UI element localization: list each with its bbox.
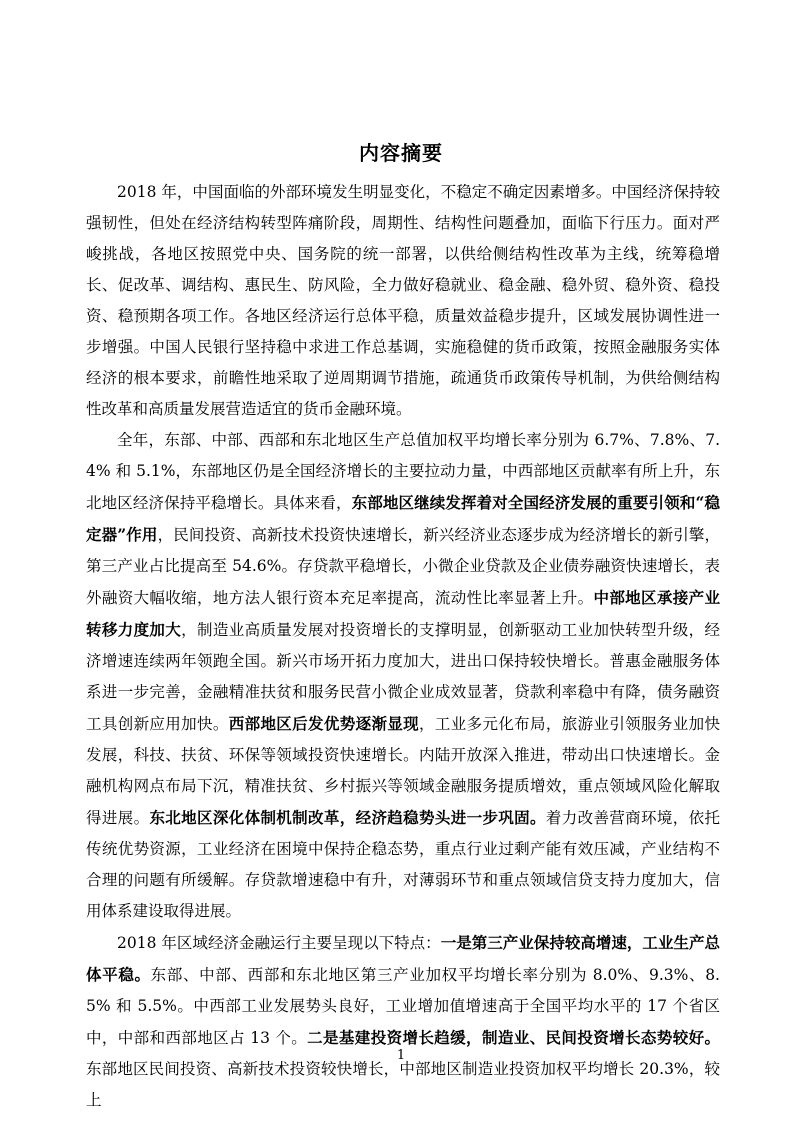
paragraph-regional-growth [86,425,720,927]
page-title: 内容摘要 [359,141,443,166]
text-run: 2018 年区域经济金融运行主要呈现以下特点： [117,934,441,952]
text-run: 着力改善营商环境，依托传统优势资源，工业经济在困境中保持企稳态势，重点行业过剩产能有效压减，产业结构不合理的问题有所缓解。存贷款增速稳中有升，对薄弱环节和重点领域信贷支持力度加大，信用体系建设取得进展。 [86,809,720,920]
text-run: 2018 年，中国面临的外部环境发生明显变化，不稳定不确定因素增多。中国经济保持较强韧性，但处在经济结构转型阵痛阶段，周期性、结构性问题叠加，面临下行压力。面对严峻挑战，各地区按照党中央、国务院的统一部署，以供给侧结构性改革为主线，统筹稳增长、促改革、调结构、惠民生、防风险，全力做好稳就业、稳金融、稳外贸、稳外资、稳投资、稳预期各项工作。各地区经济运行总体平稳，质量效益稳步提升，区域发展协调性进一步增强。中国人民银行坚持稳中求进工作总基调，实施稳健的货币政策，按照金融服务实体经济的根本要求，前瞻性地采取了逆周期调节措施，疏通货币政策传导机制，为供给侧结构性改革和高质量发展营造适宜的货币金融环境。 [86,183,720,418]
text-run: ，制造业高质量发展对投资增长的支撑明显，创新驱动工业加快转型升级，经济增速连续两年领跑全国。新兴市场开拓力度加大，进出口保持较快增长。普惠金融服务体系进一步完善，金融精准扶贫和服务民营小微企业成效显著，贷款利率稳中有降，债务融资工具创新应用加快。 [86,621,720,733]
bold-text-run: 东北地区深化体制机制改革，经济趋稳势头进一步巩固。 [149,808,546,827]
paragraph-features [86,927,720,1116]
bold-text-run: 二是基建投资增长趋缓，制造业、民间投资增长态势较好。 [307,1028,720,1047]
bold-text-run: 东部地区继续发挥着对全国经济发展的重要引领和“稳定器”作用 [86,493,720,544]
text-run: 全年，东部、中部、西部和东北地区生产总值加权平均增长率分别为 6.7%、7.8%、7.4% 和 5.1%，东部地区仍是全国经济增长的主要拉动力量，中西部地区贡献率有所上升，东北地区经济保持平稳增长。具体来看， [86,431,720,512]
text-run: ，工业多元化布局，旅游业引领服务业加快发展，科技、扶贫、环保等领域投资快速增长。内陆开放深入推进，带动出口快速增长。金融机构网点布局下沉，精准扶贫、乡村振兴等领域金融服务提质增效，重点领域风险化解取得进展。 [86,715,720,827]
bold-text-run: 中部地区承接产业转移力度加大 [86,588,720,639]
bold-text-run: 西部地区后发优势逐渐显现 [228,714,420,733]
paragraph-overview [86,177,720,425]
bold-text-run: 一是第三产业保持较高增速，工业生产总体平稳。 [86,933,720,984]
text-run: 东部地区民间投资、高新技术投资较快增长，中部地区制造业投资加权平均增长 20.3%，较上 [86,1060,720,1109]
text-run: ，民间投资、高新技术投资快速增长，新兴经济业态逐步成为经济增长的新引擎，第三产业占比提高至 54.6%。存贷款平稳增长，小微企业贷款及企业债券融资快速增长，表外融资大幅收缩，地方法人银行资本充足率提高，流动性比率显著上升。 [86,526,720,607]
text-run: 东部、中部、西部和东北地区第三产业加权平均增长率分别为 8.0%、9.3%、8.5% 和 5.5%。中西部工业发展势头良好，工业增加值增速高于全国平均水平的 17 个省区中，中部和西部地区占 13 个。 [86,966,720,1047]
page-number: 1 [396,1048,406,1063]
summary-body [86,177,720,1116]
